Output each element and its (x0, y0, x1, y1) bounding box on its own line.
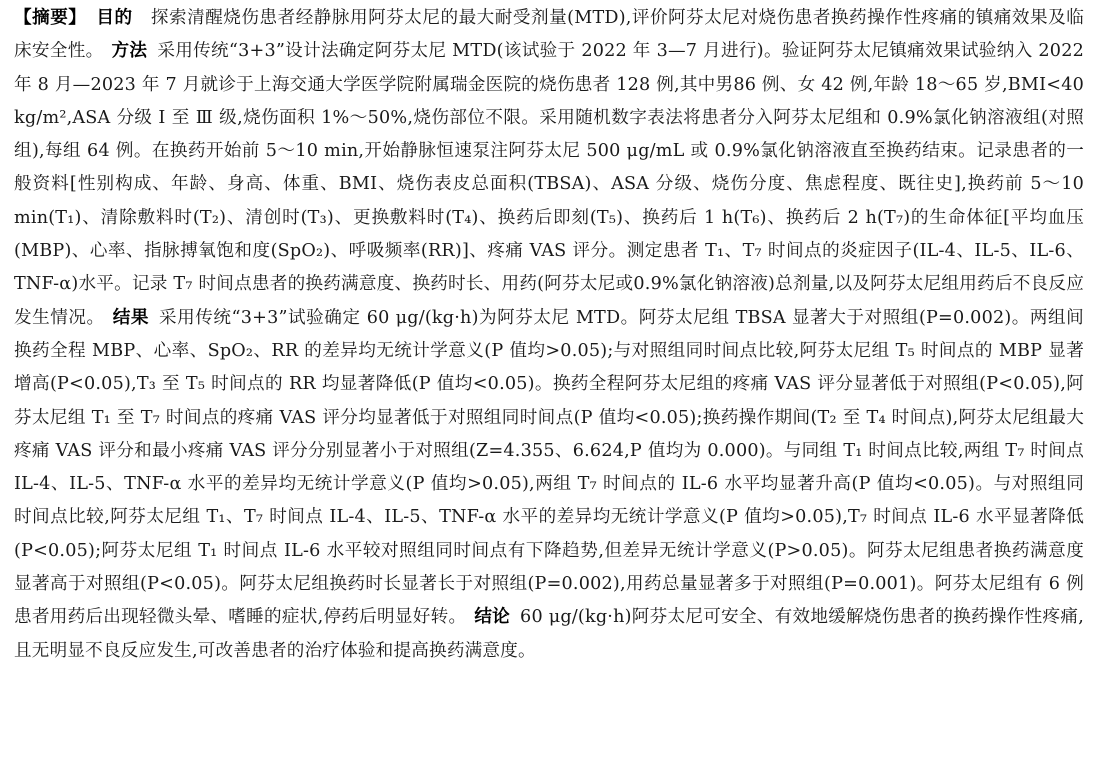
abstract-tag: 【摘要】 (14, 8, 87, 28)
purpose-heading: 目的 (96, 8, 133, 28)
methods-text: 采用传统“3+3”设计法确定阿芬太尼 MTD(该试验于 2022 年 3—7 月进行)。验证阿芬太尼镇痛效果试验纳入 2022 年 8 月—2023 年 7 月就诊于上海交通大学医学院附属瑞金医院的烧伤患者 128 例,其中男86 例、女 42 例,年龄 18～65 岁,BMI<40 kg/m²,ASA 分级 Ⅰ 至 Ⅲ 级,烧伤面积 1%～50%,烧伤部位不限。采用随机数字表法将患者分入阿芬太尼组和 0.9%氯化钠溶液组(对照组),每组 64 例。在换药开始前 5～10 min,开始静脉恒速泵注阿芬太尼 500 μg/mL 或 0.9%氯化钠溶液直至换药结束。记录患者的一般资料[性别构成、年龄、身高、体重、BMI、烧伤表皮总面积(TBSA)、ASA 分级、烧伤分度、焦虑程度、既往史],换药前 5～10 min(T₁)、清除敷料时(T₂)、清创时(T₃)、更换敷料时(T₄)、换药后即刻(T₅)、换药后 1 h(T₆)、换药后 2 h(T₇)的生命体征[平均血压(MBP)、心率、指脉搏氧饱和度(SpO₂)、呼吸频率(RR)]、疼痛 VAS 评分。测定患者 T₁、T₇ 时间点的炎症因子(IL-4、IL-5、IL-6、TNF-α)水平。记录 T₇ 时间点患者的换药满意度、换药时长、用药(阿芬太尼或0.9%氯化钠溶液)总剂量,以及阿芬太尼组用药后不良反应发生情况。 (14, 41, 1084, 328)
conclusion-text: 60 μg/(kg·h)阿芬太尼可安全、有效地缓解烧伤患者的换药操作性疼痛,且无明显不良反应发生,可改善患者的治疗体验和提高换药满意度。 (14, 607, 1085, 661)
conclusion-heading: 结论 (474, 607, 511, 628)
results-text: 采用传统“3+3”试验确定 60 μg/(kg·h)为阿芬太尼 MTD。阿芬太尼组 TBSA 显著大于对照组(P=0.002)。两组间换药全程 MBP、心率、SpO₂、RR 的差异均无统计学意义(P 值均>0.05);与对照组同时间点比较,阿芬太尼组 T₅ 时间点的 MBP 显著增高(P<0.05),T₃ 至 T₅ 时间点的 RR 均显著降低(P 值均<0.05)。换药全程阿芬太尼组的疼痛 VAS 评分显著低于对照组(P<0.05),阿芬太尼组 T₁ 至 T₇ 时间点的疼痛 VAS 评分均显著低于对照组同时间点(P 值均<0.05);换药操作期间(T₂ 至 T₄ 时间点),阿芬太尼组最大疼痛 VAS 评分和最小疼痛 VAS 评分分别显著小于对照组(Z=4.355、6.624,P 值均为 0.000)。与同组 T₁ 时间点比较,两组 T₇ 时间点 IL-4、IL-5、TNF-α 水平的差异均无统计学意义(P 值均>0.05),两组 T₇ 时间点的 IL-6 水平均显著升高(P 值均<0.05)。与对照组同时间点比较,阿芬太尼组 T₁、T₇ 时间点 IL-4、IL-5、TNF-α 水平的差异均无统计学意义(P 值均>0.05),T₇ 时间点 IL-6 水平显著降低(P<0.05);阿芬太尼组 T₁ 时间点 IL-6 水平较对照组同时间点有下降趋势,但差异无统计学意义(P>0.05)。阿芬太尼组患者换药满意度显著高于对照组(P<0.05)。阿芬太尼组换药时长显著长于对照组(P=0.002),用药总量显著多于对照组(P=0.001)。阿芬太尼组有 6 例患者用药后出现轻微头晕、嗜睡的症状,停药后明显好转。 (14, 307, 1084, 628)
results-heading: 结果 (112, 307, 149, 328)
purpose-text: 探索清醒烧伤患者经静脉用阿芬太尼的最大耐受剂量(MTD),评价阿芬太尼对烧伤患者换药操作性疼痛的镇痛效果及临床安全性。 (14, 8, 1084, 62)
abstract-paragraph (14, 2, 1084, 668)
methods-heading: 方法 (111, 41, 148, 62)
